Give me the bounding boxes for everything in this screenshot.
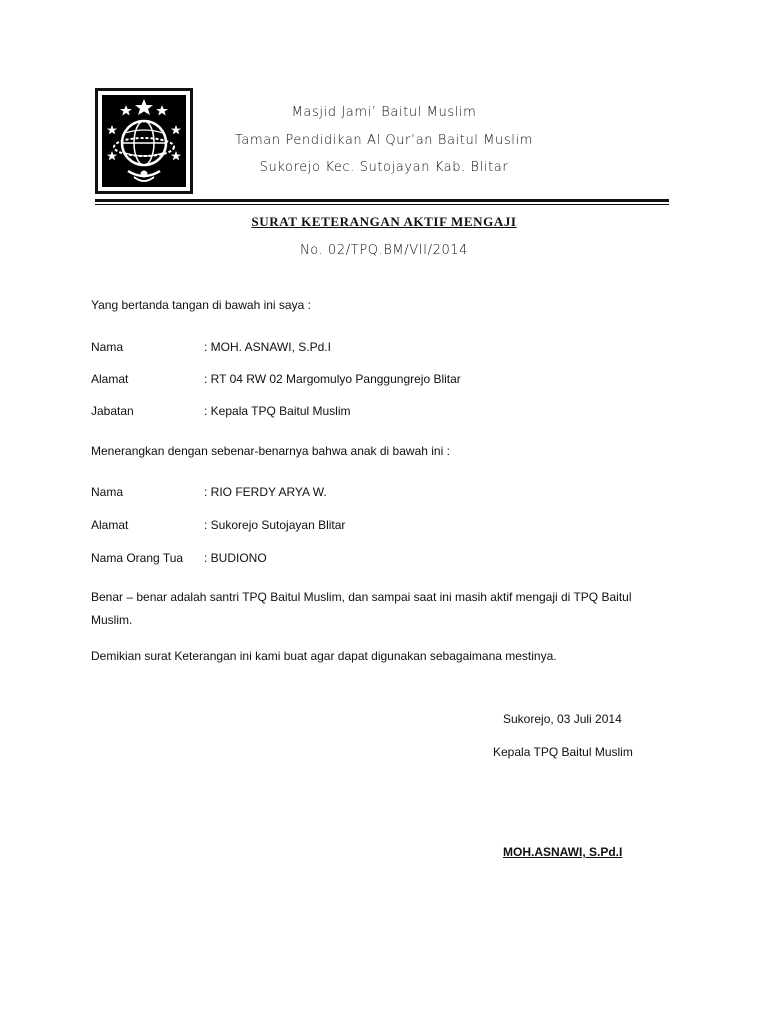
nu-globe-stars-emblem-icon (98, 91, 190, 191)
signature-name: MOH.ASNAWI, S.Pd.I (503, 845, 623, 859)
logo (95, 88, 193, 194)
letterhead-line-3: Sukorejo Kec. Sutojayan Kab. Blitar (259, 160, 509, 175)
signer-position-label: Jabatan (91, 404, 134, 418)
letterhead-divider-thin (95, 204, 669, 205)
letter-number: No. 02/TPQ.BM/VII/2014 (299, 243, 469, 258)
letterhead-line-1: Masjid Jami’ Baitul Muslim (291, 105, 477, 120)
letterhead-line-2: Taman Pendidikan Al Qur’an Baitul Muslim (235, 133, 533, 148)
signer-address-label: Alamat (91, 372, 129, 386)
signer-name-label: Nama (91, 340, 124, 354)
signer-name-value: : MOH. ASNAWI, S.Pd.I (204, 340, 331, 354)
student-address-value: : Sukorejo Sutojayan Blitar (204, 518, 346, 532)
student-parent-value: : BUDIONO (204, 551, 267, 565)
closing-paragraph: Demikian surat Keterangan ini kami buat agar dapat digunakan sebagaimana mestinya. (91, 649, 557, 663)
intro-text: Yang bertanda tangan di bawah ini saya : (91, 298, 311, 312)
signer-position-value: : Kepala TPQ Baitul Muslim (204, 404, 351, 418)
letterhead-divider-thick (95, 199, 669, 202)
body-paragraph: Benar – benar adalah santri TPQ Baitul Muslim, dan sampai saat ini masih aktif mengaji di TPQ Baitul Muslim. (91, 590, 632, 627)
letter-title: SURAT KETERANGAN AKTIF MENGAJI (251, 214, 517, 229)
student-address-label: Alamat (91, 518, 129, 532)
statement-text: Menerangkan dengan sebenar-benarnya bahwa anak di bawah ini : (91, 444, 450, 458)
signer-address-value: : RT 04 RW 02 Margomulyo Panggungrejo Blitar (204, 372, 461, 386)
student-name-label: Nama (91, 485, 124, 499)
signature-position: Kepala TPQ Baitul Muslim (493, 745, 633, 759)
signature-place-date: Sukorejo, 03 Juli 2014 (503, 712, 622, 726)
student-parent-label: Nama Orang Tua (91, 551, 184, 565)
student-name-value: : RIO FERDY ARYA W. (204, 485, 327, 499)
